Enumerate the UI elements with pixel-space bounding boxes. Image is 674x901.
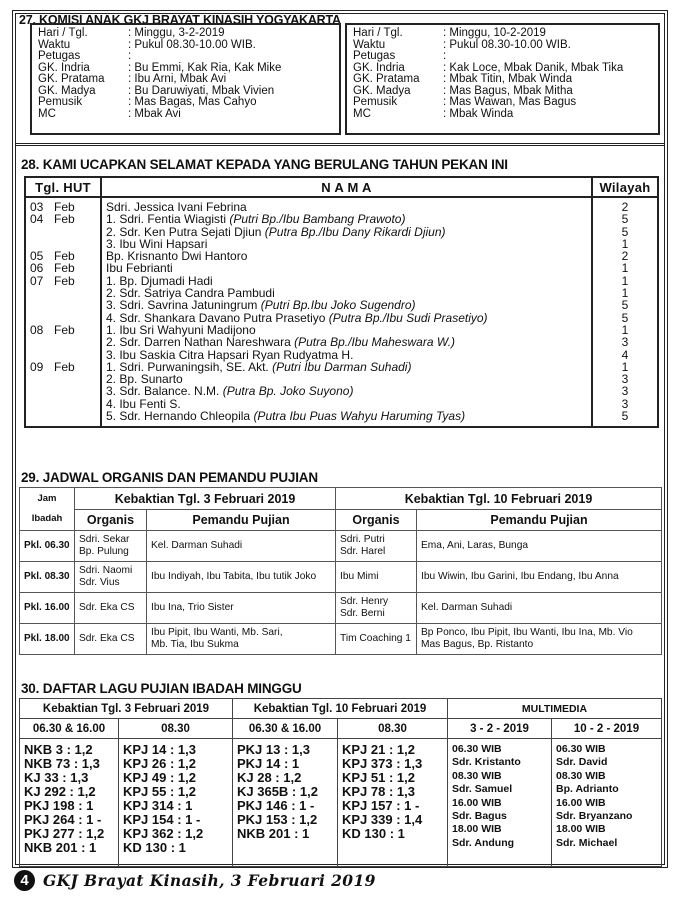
song-column xyxy=(119,739,233,867)
parent-note: (Putra Bp./Ibu Maheswara W.) xyxy=(294,335,456,350)
birthday-date xyxy=(28,373,98,385)
month: Feb xyxy=(54,322,75,337)
birthday-date xyxy=(28,398,98,410)
multimedia-line: 08.30 WIB xyxy=(556,769,606,782)
schedule-row xyxy=(353,109,652,121)
service-time: Pkl. 18.00 xyxy=(20,624,75,655)
song-item: PKJ 153 : 1,2 xyxy=(237,812,318,827)
cell-line: Bp. Pulung xyxy=(79,546,129,557)
cell-line: Sdr. Harel xyxy=(340,546,386,557)
day xyxy=(28,336,54,348)
field-value: : Mbak Winda xyxy=(443,107,514,120)
multimedia-line: 16.00 WIB xyxy=(556,796,606,809)
day xyxy=(28,226,54,238)
month: Feb xyxy=(54,212,75,227)
month: Feb xyxy=(54,261,75,276)
header-name: N A M A xyxy=(101,177,592,197)
multimedia-line: Sdr. Samuel xyxy=(452,783,513,796)
birthday-date xyxy=(28,287,98,299)
field-value: : Kak Loce, Mbak Danik, Mbak Tika xyxy=(443,61,624,74)
cell-line: Ibu Indiyah, Ibu Tabita, Ibu tutik Joko xyxy=(151,571,317,582)
schedule-row xyxy=(353,51,652,63)
cell-line: Mb. Tia, Ibu Sukma xyxy=(151,639,239,650)
region-number: 1 xyxy=(621,359,629,374)
birthday-date xyxy=(28,410,98,422)
multimedia-line: 18.00 WIB xyxy=(556,823,606,836)
cell-line: Sdr. Henry xyxy=(340,596,389,607)
person-name: Ibu Febrianti xyxy=(106,261,173,276)
song-column xyxy=(338,739,448,867)
person-name: 3. Ibu Wini Hapsari xyxy=(106,236,208,251)
section-27-title: 27. KOMISI ANAK GKJ BRAYAT KINASIH YOGYAKARTA xyxy=(19,13,341,27)
field-value: : Bu Emmi, Kak Ria, Kak Mike xyxy=(128,61,282,74)
field-label: Hari / Tgl. xyxy=(353,27,403,39)
field-value: : Bu Daruwiyati, Mbak Vivien xyxy=(128,84,275,97)
parent-note: (Putri Bp./Ibu Bambang Prawoto) xyxy=(229,212,406,227)
song-item: KPJ 55 : 1,2 xyxy=(123,784,196,799)
cell-line: Ibu Mimi xyxy=(340,571,379,582)
region-number: 5 xyxy=(621,224,629,239)
parent-note: (Putri Bp.Ibu Joko Sugendro) xyxy=(260,298,416,313)
cell-line: Ema, Ani, Laras, Bunga xyxy=(421,540,529,551)
song-item: KPJ 154 : 1 - xyxy=(123,812,201,827)
cell-line: Ibu Ina, Trio Sister xyxy=(151,602,234,613)
month: Feb xyxy=(54,359,75,374)
hymn-list-table xyxy=(19,698,662,867)
day: 07 xyxy=(30,273,44,288)
schedule-row xyxy=(38,51,333,63)
region-number: 5 xyxy=(621,298,629,313)
field-value: : Mas Bagus, Mbak Mitha xyxy=(443,84,573,97)
region-column xyxy=(592,197,658,427)
subheader: 06.30 & 16.00 xyxy=(233,719,338,739)
worship-leader-cell xyxy=(147,562,336,593)
birthday-date xyxy=(28,349,98,361)
region-number: 5 xyxy=(621,409,629,424)
region-number: 3 xyxy=(621,384,629,399)
worship-leader-cell xyxy=(147,531,336,562)
field-value: : Pukul 08.30-10.00 WIB. xyxy=(128,38,256,51)
song-item: PKJ 13 : 1,3 xyxy=(237,742,310,757)
organist-cell xyxy=(336,593,417,624)
field-value: : Mas Bagas, Mas Cahyo xyxy=(128,96,257,108)
song-item: KD 130 : 1 xyxy=(342,826,405,841)
birthday-table xyxy=(24,176,659,428)
kids-schedule-box-1 xyxy=(30,23,341,135)
field-label: Pemusik xyxy=(353,96,398,108)
person-name: 4. Sdr. Shankara Davano Putra Prasetiyo xyxy=(106,310,329,325)
schedule-row xyxy=(20,593,662,624)
subheader: 10 - 2 - 2019 xyxy=(552,719,662,739)
field-value: : Ibu Arni, Mbak Avi xyxy=(128,73,227,85)
subheader: 08.30 xyxy=(338,719,448,739)
month: Feb xyxy=(54,200,75,214)
day: 09 xyxy=(30,359,44,374)
field-label: MC xyxy=(38,107,56,120)
schedule-row xyxy=(38,74,333,86)
worship-leader-cell xyxy=(417,624,662,655)
region-number: 1 xyxy=(621,273,629,288)
region-number: 5 xyxy=(621,310,629,325)
day: 05 xyxy=(30,249,44,264)
month: Feb xyxy=(54,249,75,264)
multimedia-line: Sdr. Michael xyxy=(556,836,618,849)
field-value: : Minggu, 3-2-2019 xyxy=(128,27,225,39)
birthday-date xyxy=(28,361,98,373)
person-name: 2. Sdr. Darren Nathan Nareshwara xyxy=(106,335,295,350)
cell-line: Ibu Pipit, Ibu Wanti, Mb. Sari, xyxy=(151,627,283,638)
birthday-date xyxy=(28,226,98,238)
organist-cell xyxy=(75,624,147,655)
person-name: 4. Ibu Fenti S. xyxy=(106,396,181,411)
song-item: PKJ 146 : 1 - xyxy=(237,798,315,813)
song-column xyxy=(20,739,119,867)
field-value: : Mbak Titin, Mbak Winda xyxy=(443,73,573,85)
region-number: 1 xyxy=(621,261,629,276)
day xyxy=(28,299,54,311)
person-name: Sdri. Jessica Ivani Febrina xyxy=(106,200,247,214)
multimedia-line: Sdr. Andung xyxy=(452,836,515,849)
field-value: : xyxy=(128,50,132,62)
song-item: PKJ 264 : 1 - xyxy=(24,812,102,827)
region-number: 3 xyxy=(621,372,629,387)
field-value: : Mas Wawan, Mas Bagus xyxy=(443,96,577,108)
song-item: PKJ 277 : 1,2 xyxy=(24,826,105,841)
song-item: KPJ 339 : 1,4 xyxy=(342,812,423,827)
header-multimedia: MULTIMEDIA xyxy=(448,699,662,719)
song-item: KD 130 : 1 xyxy=(123,840,186,855)
field-label: GK. Pratama xyxy=(353,73,420,85)
field-value: : xyxy=(443,50,447,62)
region-number: 1 xyxy=(621,236,629,251)
header-service-2: Kebaktian Tgl. 10 Februari 2019 xyxy=(233,699,448,719)
song-item: PKJ 198 : 1 xyxy=(24,798,94,813)
schedule-row xyxy=(353,97,652,109)
day: 03 xyxy=(30,200,44,214)
schedule-row xyxy=(353,40,652,52)
field-label: Hari / Tgl. xyxy=(38,27,88,39)
day: 08 xyxy=(30,322,44,337)
name-column xyxy=(101,197,592,427)
person-name: 1. Sdri. Purwaningsih, SE. Akt. xyxy=(106,359,273,374)
song-item: KPJ 26 : 1,2 xyxy=(123,756,196,771)
person-name: 2. Sdr. Ken Putra Sejati Djiun xyxy=(106,224,265,239)
multimedia-line: Sdr. Bagus xyxy=(452,810,507,823)
field-label: Waktu xyxy=(38,38,71,51)
worship-leader-cell xyxy=(417,593,662,624)
birthday-name xyxy=(104,250,589,262)
subheader: 3 - 2 - 2019 xyxy=(448,719,552,739)
day: 04 xyxy=(30,212,44,227)
schedule-row xyxy=(38,40,333,52)
section-divider xyxy=(16,143,664,146)
parent-note: (Putra Ibu Puas Wahyu Haruming Tyas) xyxy=(253,409,466,424)
person-name: 1. Ibu Sri Wahyuni Madijono xyxy=(106,322,256,337)
cell-line: Kel. Darman Suhadi xyxy=(151,540,243,551)
parent-note: (Putri Ibu Darman Suhadi) xyxy=(272,359,412,374)
multimedia-line: Sdr. Bryanzano xyxy=(556,810,633,823)
kids-schedule-box-2 xyxy=(345,23,660,135)
song-item: KPJ 314 : 1 xyxy=(123,798,193,813)
day xyxy=(28,398,54,410)
organist-cell xyxy=(336,624,417,655)
song-item: KPJ 78 : 1,3 xyxy=(342,784,415,799)
organist-cell xyxy=(75,562,147,593)
header-service-1: Kebaktian Tgl. 3 Februari 2019 xyxy=(20,699,233,719)
cell-line: Bp Ponco, Ibu Pipit, Ibu Wanti, Ibu Ina, Mb. Vio xyxy=(421,627,633,638)
person-name: 2. Sdr. Satriya Candra Pambudi xyxy=(106,286,275,301)
schedule-row xyxy=(353,74,652,86)
song-item: KJ 28 : 1,2 xyxy=(237,770,302,785)
worship-leader-cell xyxy=(147,624,336,655)
header-jam-ibadah: Jam Ibadah xyxy=(20,488,75,531)
song-item: KPJ 21 : 1,2 xyxy=(342,742,415,757)
multimedia-line: 06.30 WIB xyxy=(452,743,502,755)
header-region: Wilayah xyxy=(592,177,658,197)
worship-leader-cell xyxy=(417,562,662,593)
person-name: 3. Ibu Saskia Citra Hapsari Ryan Rudyatma H. xyxy=(106,347,354,362)
header-pemandu-1: Pemandu Pujian xyxy=(147,510,336,531)
person-name: 3. Sdri. Savrina Jatuningrum xyxy=(106,298,261,313)
organist-cell xyxy=(75,593,147,624)
multimedia-line: 08.30 WIB xyxy=(452,769,502,782)
song-item: KPJ 157 : 1 - xyxy=(342,798,420,813)
subheader: 08.30 xyxy=(119,719,233,739)
field-value: : Pukul 08.30-10.00 WIB. xyxy=(443,38,571,51)
birthday-date xyxy=(28,324,98,336)
header-date: Tgl. HUT xyxy=(25,177,101,197)
person-name: 1. Sdri. Fentia Wiagisti xyxy=(106,212,230,227)
multimedia-line: 16.00 WIB xyxy=(452,796,502,809)
multimedia-column xyxy=(448,739,552,867)
schedule-row xyxy=(38,109,333,121)
parent-note: (Putra Bp. Joko Suyono) xyxy=(222,384,354,399)
cell-line: Sdri. Sekar xyxy=(79,534,130,545)
field-label: GK. Pratama xyxy=(38,73,105,85)
cell-line: Tim Coaching 1 xyxy=(340,633,411,644)
parent-note: (Putra Bp./Ibu Sudi Prasetiyo) xyxy=(328,310,488,325)
month: Feb xyxy=(54,273,75,288)
birthday-date xyxy=(28,262,98,274)
birthday-date xyxy=(28,275,98,287)
birthday-date xyxy=(28,336,98,348)
field-label: Waktu xyxy=(353,38,386,51)
song-item: NKB 201 : 1 xyxy=(24,840,97,855)
footer-text: GKJ Brayat Kinasih, 3 Februari 2019 xyxy=(43,871,376,890)
region-number: 4 xyxy=(621,347,629,362)
header-service-2: Kebaktian Tgl. 10 Februari 2019 xyxy=(336,488,662,510)
multimedia-line: Sdr. David xyxy=(556,756,608,769)
song-item: KPJ 49 : 1,2 xyxy=(123,770,196,785)
multimedia-column xyxy=(552,739,662,867)
multimedia-line: Bp. Adrianto xyxy=(556,783,619,796)
subheader: 06.30 & 16.00 xyxy=(20,719,119,739)
schedule-row xyxy=(20,624,662,655)
worship-leader-cell xyxy=(417,531,662,562)
section-30-title: 30. DAFTAR LAGU PUJIAN IBADAH MINGGU xyxy=(21,681,302,696)
multimedia-line: Sdr. Kristanto xyxy=(452,756,521,769)
song-item: NKB 73 : 1,3 xyxy=(24,756,100,771)
day xyxy=(28,410,54,422)
song-item: KJ 365B : 1,2 xyxy=(237,784,318,799)
day xyxy=(28,385,54,397)
date-column xyxy=(25,197,101,427)
organist-cell xyxy=(336,562,417,593)
cell-line: Mas Bagus, Bp. Ristanto xyxy=(421,639,534,650)
organist-cell xyxy=(336,531,417,562)
parent-note: (Putra Bp./Ibu Dany Rikardi Djiun) xyxy=(264,224,446,239)
schedule-row xyxy=(20,531,662,562)
person-name: 2. Bp. Sunarto xyxy=(106,372,183,387)
day xyxy=(28,287,54,299)
schedule-row xyxy=(353,28,652,40)
song-item: KPJ 51 : 1,2 xyxy=(342,770,415,785)
day xyxy=(28,373,54,385)
field-label: Petugas xyxy=(38,50,81,62)
song-item: KPJ 362 : 1,2 xyxy=(123,826,204,841)
header-organis-2: Organis xyxy=(336,510,417,531)
region-number: 3 xyxy=(621,396,629,411)
song-item: KJ 292 : 1,2 xyxy=(24,784,96,799)
person-name: 1. Bp. Djumadi Hadi xyxy=(106,273,213,288)
service-time: Pkl. 16.00 xyxy=(20,593,75,624)
region-number: 5 xyxy=(621,212,629,227)
worship-leader-cell xyxy=(147,593,336,624)
organist-cell xyxy=(75,531,147,562)
header-organis-1: Organis xyxy=(75,510,147,531)
song-item: PKJ 14 : 1 xyxy=(237,756,300,771)
cell-line: Sdr. Eka CS xyxy=(79,633,135,644)
birthday-date xyxy=(28,385,98,397)
day xyxy=(28,349,54,361)
cell-line: Sdri. Putri xyxy=(340,534,385,545)
cell-line: Kel. Darman Suhadi xyxy=(421,602,513,613)
schedule-row xyxy=(20,562,662,593)
page-footer xyxy=(14,870,376,891)
multimedia-line: 18.00 WIB xyxy=(452,823,502,836)
song-item: KJ 33 : 1,3 xyxy=(24,770,89,785)
field-value: : Mbak Avi xyxy=(128,107,181,120)
field-label: GK. Madya xyxy=(38,84,96,97)
song-item: KPJ 373 : 1,3 xyxy=(342,756,423,771)
region-number: 1 xyxy=(621,286,629,301)
song-item: NKB 3 : 1,2 xyxy=(24,742,93,757)
cell-line: Sdr. Eka CS xyxy=(79,602,135,613)
song-item: NKB 201 : 1 xyxy=(237,826,310,841)
field-label: GK. Madya xyxy=(353,84,411,97)
organist-schedule-table xyxy=(19,487,662,655)
birthday-name xyxy=(104,410,589,422)
field-value: : Minggu, 10-2-2019 xyxy=(443,27,546,39)
region-number: 1 xyxy=(621,322,629,337)
day: 06 xyxy=(30,261,44,276)
birthday-date xyxy=(28,213,98,225)
field-label: Pemusik xyxy=(38,96,83,108)
multimedia-line: 06.30 WIB xyxy=(556,743,606,755)
field-label: GK. Indria xyxy=(38,61,90,74)
schedule-row xyxy=(38,97,333,109)
song-column xyxy=(233,739,338,867)
person-name: Bp. Krisnanto Dwi Hantoro xyxy=(106,249,248,264)
header-pemandu-2: Pemandu Pujian xyxy=(417,510,662,531)
cell-line: Sdr. Vius xyxy=(79,577,120,588)
service-time: Pkl. 08.30 xyxy=(20,562,75,593)
service-time: Pkl. 06.30 xyxy=(20,531,75,562)
region-number: 2 xyxy=(621,249,629,264)
field-label: MC xyxy=(353,107,371,120)
section-29-title: 29. JADWAL ORGANIS DAN PEMANDU PUJIAN xyxy=(21,470,318,485)
cell-line: Ibu Wiwin, Ibu Garini, Ibu Endang, Ibu Anna xyxy=(421,571,619,582)
section-28-title: 28. KAMI UCAPKAN SELAMAT KEPADA YANG BERULANG TAHUN PEKAN INI xyxy=(21,157,508,172)
header-service-1: Kebaktian Tgl. 3 Februari 2019 xyxy=(75,488,336,510)
song-item: KPJ 14 : 1,3 xyxy=(123,742,196,757)
birthday-date xyxy=(28,299,98,311)
schedule-row xyxy=(38,28,333,40)
field-label: GK. Indria xyxy=(353,61,405,74)
field-label: Petugas xyxy=(353,50,396,62)
region-number: 2 xyxy=(621,200,629,214)
cell-line: Sdri. Naomi xyxy=(79,565,133,576)
cell-line: Sdr. Berni xyxy=(340,608,385,619)
page-number-badge: 4 xyxy=(14,870,35,891)
person-name: 3. Sdr. Balance. N.M. xyxy=(106,384,223,399)
person-name: 5. Sdr. Hernando Chleopila xyxy=(106,409,254,424)
region-number: 3 xyxy=(621,335,629,350)
